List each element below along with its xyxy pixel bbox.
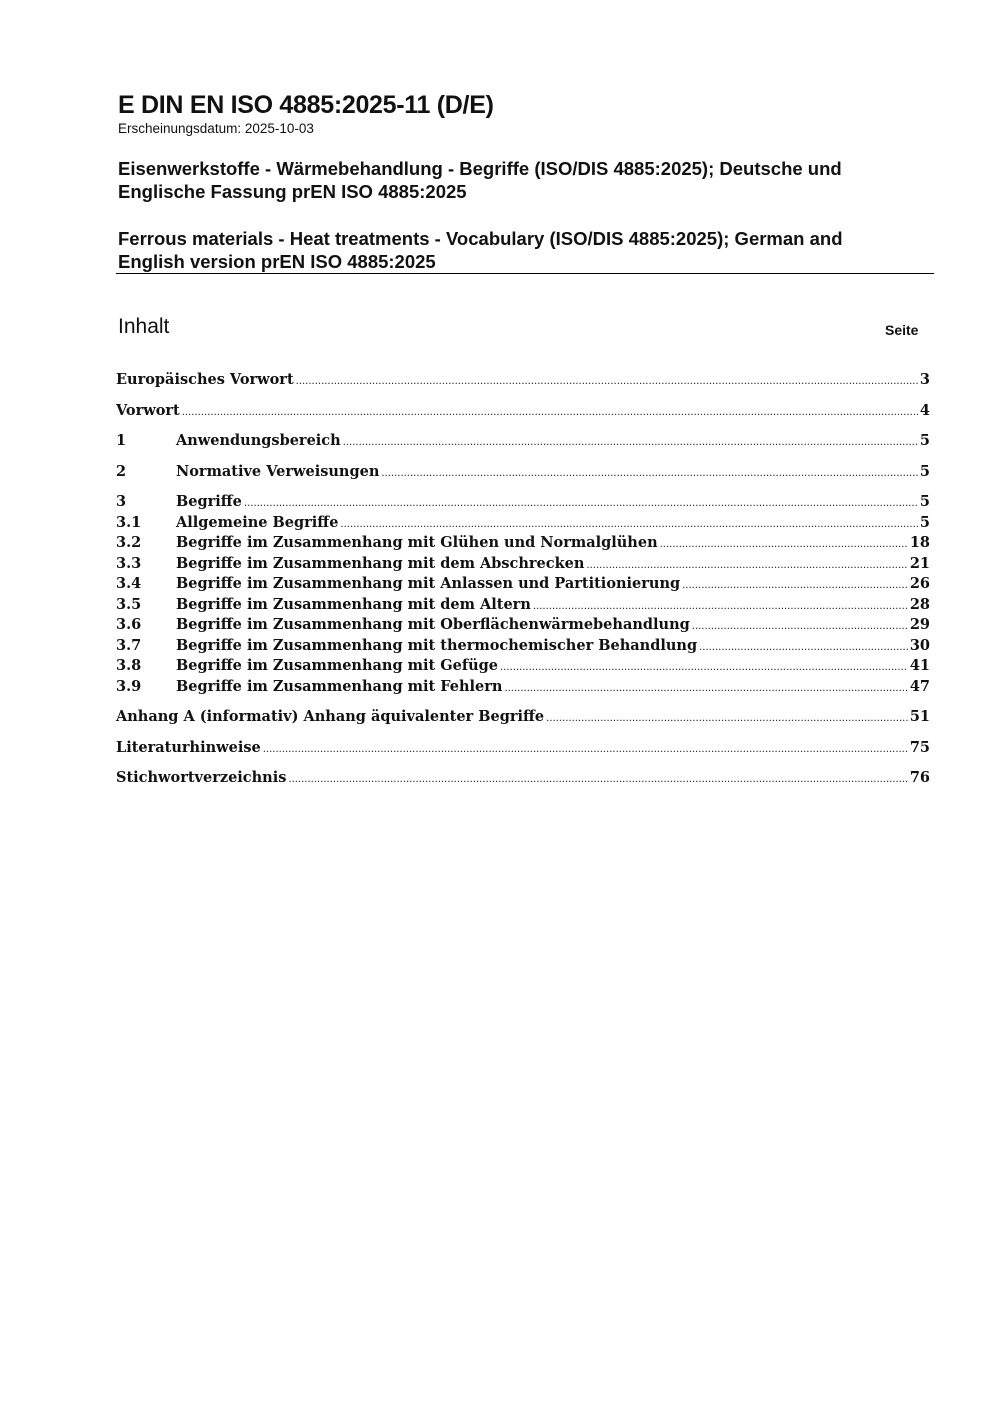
toc-dot-leader <box>263 738 908 761</box>
toc-entry[interactable] <box>116 615 930 636</box>
toc-dot-leader <box>682 574 908 597</box>
toc-dot-leader <box>296 370 918 393</box>
toc-entry[interactable] <box>116 533 930 554</box>
toc-entry-title: Literaturhinweise <box>116 738 261 756</box>
toc-entry-title: Begriffe im Zusammenhang mit Gefüge <box>176 657 498 674</box>
title-english <box>118 227 934 273</box>
title-english-line-2: English version prEN ISO 4885:2025 <box>118 251 436 272</box>
toc-entry[interactable] <box>116 636 930 657</box>
toc-entry-title: Begriffe im Zusammenhang mit Anlassen und Partitionierung <box>176 575 681 592</box>
toc-dot-leader <box>381 462 918 485</box>
toc-entry-page: 3 <box>919 371 930 388</box>
title-german-line-2: Englische Fassung prEN ISO 4885:2025 <box>118 181 467 202</box>
toc-dot-leader <box>288 768 907 791</box>
toc-entry-page: 47 <box>909 677 930 695</box>
toc-entry-number: 3.4 <box>116 575 142 592</box>
toc-entry-title: Allgemeine Begriffe <box>176 513 339 531</box>
toc-dot-leader <box>699 636 908 659</box>
title-german-line-1: Eisenwerkstoffe - Wärmebehandlung - Begriffe (ISO/DIS 4885:2025); Deutsche und <box>118 158 842 179</box>
toc-entry-number: 1 <box>116 432 127 449</box>
toc-entry-number: 3.9 <box>116 677 142 695</box>
toc-entry[interactable] <box>116 370 930 391</box>
toc-entry-title: Begriffe im Zusammenhang mit Oberflächenwärmebehandlung <box>176 616 690 633</box>
toc-entry-title: Begriffe im Zusammenhang mit Glühen und Normalglühen <box>176 534 658 551</box>
title-english-line-1: Ferrous materials - Heat treatments - Vocabulary (ISO/DIS 4885:2025); German and <box>118 228 843 249</box>
toc-entry-title: Begriffe im Zusammenhang mit Fehlern <box>176 677 503 695</box>
toc-dot-leader <box>340 513 917 536</box>
toc-entry-number: 3.7 <box>116 636 142 654</box>
toc-entry-title: Anwendungsbereich <box>176 432 341 449</box>
publication-date: Erscheinungsdatum: 2025-10-03 <box>118 121 314 136</box>
document-header <box>118 90 934 273</box>
toc-entry-page: 75 <box>909 738 930 756</box>
toc-dot-leader <box>182 401 918 424</box>
toc-entry-page: 28 <box>909 595 930 613</box>
toc-entry-title: Begriffe im Zusammenhang mit dem Abschrecken <box>176 554 585 572</box>
toc-entry[interactable] <box>116 595 930 616</box>
toc-entry[interactable] <box>116 431 930 452</box>
toc-entry-number: 3.5 <box>116 595 142 613</box>
toc-entry[interactable] <box>116 554 930 575</box>
toc-dot-leader <box>533 595 908 618</box>
toc-dot-leader <box>546 707 908 730</box>
toc-dot-leader <box>586 554 907 577</box>
toc-entry-title: Begriffe <box>176 493 242 510</box>
toc-entry-number: 3.1 <box>116 513 142 531</box>
toc-page-column-label: Seite <box>885 322 919 338</box>
toc-entry[interactable] <box>116 492 930 513</box>
toc-entry[interactable] <box>116 462 930 483</box>
toc-entry-page: 5 <box>919 462 930 480</box>
toc-entry-page: 4 <box>919 401 930 419</box>
toc-entry-page: 26 <box>909 575 930 592</box>
toc-dot-leader <box>504 677 907 700</box>
toc-entry-number: 3.6 <box>116 616 142 633</box>
title-german <box>118 157 934 203</box>
toc-dot-leader <box>343 431 918 454</box>
toc-entry[interactable] <box>116 738 930 759</box>
toc-entry-page: 30 <box>909 636 930 654</box>
toc-entry-number: 3.3 <box>116 554 142 572</box>
toc-entry-title: Begriffe im Zusammenhang mit dem Altern <box>176 595 531 613</box>
toc-entry-page: 5 <box>919 432 930 449</box>
toc-entry-page: 18 <box>909 534 930 551</box>
toc-entry[interactable] <box>116 656 930 677</box>
toc-entry[interactable] <box>116 574 930 595</box>
toc-dot-leader <box>660 533 908 556</box>
toc-entry-title: Vorwort <box>116 401 180 419</box>
toc-entry-number: 3 <box>116 493 127 510</box>
toc-entry-page: 41 <box>909 657 930 674</box>
toc-entry-title: Normative Verweisungen <box>176 462 380 480</box>
toc-dot-leader <box>244 492 918 515</box>
header-divider <box>116 273 934 274</box>
toc-entry-title: Stichwortverzeichnis <box>116 769 287 786</box>
toc-entry[interactable] <box>116 768 930 789</box>
toc-entry[interactable] <box>116 513 930 534</box>
table-of-contents <box>116 370 930 789</box>
toc-entry-number: 2 <box>116 462 127 480</box>
toc-entry-page: 76 <box>909 769 930 786</box>
toc-entry-title: Europäisches Vorwort <box>116 371 294 388</box>
toc-entry-page: 21 <box>909 554 930 572</box>
toc-entry-title: Begriffe im Zusammenhang mit thermochemischer Behandlung <box>176 636 698 654</box>
toc-entry[interactable] <box>116 401 930 422</box>
toc-heading: Inhalt <box>118 315 170 338</box>
toc-entry[interactable] <box>116 707 930 728</box>
toc-entry-number: 3.8 <box>116 657 142 674</box>
toc-dot-leader <box>500 656 908 679</box>
toc-entry-page: 29 <box>909 616 930 633</box>
toc-entry-page: 5 <box>919 513 930 531</box>
toc-entry-page: 51 <box>909 708 930 725</box>
toc-entry[interactable] <box>116 677 930 698</box>
toc-dot-leader <box>692 615 908 638</box>
toc-entry-page: 5 <box>919 493 930 510</box>
document-number: E DIN EN ISO 4885:2025-11 (D/E) <box>118 91 494 119</box>
toc-entry-title: Anhang A (informativ) Anhang äquivalenter Begriffe <box>116 708 545 725</box>
toc-entry-number: 3.2 <box>116 534 142 551</box>
